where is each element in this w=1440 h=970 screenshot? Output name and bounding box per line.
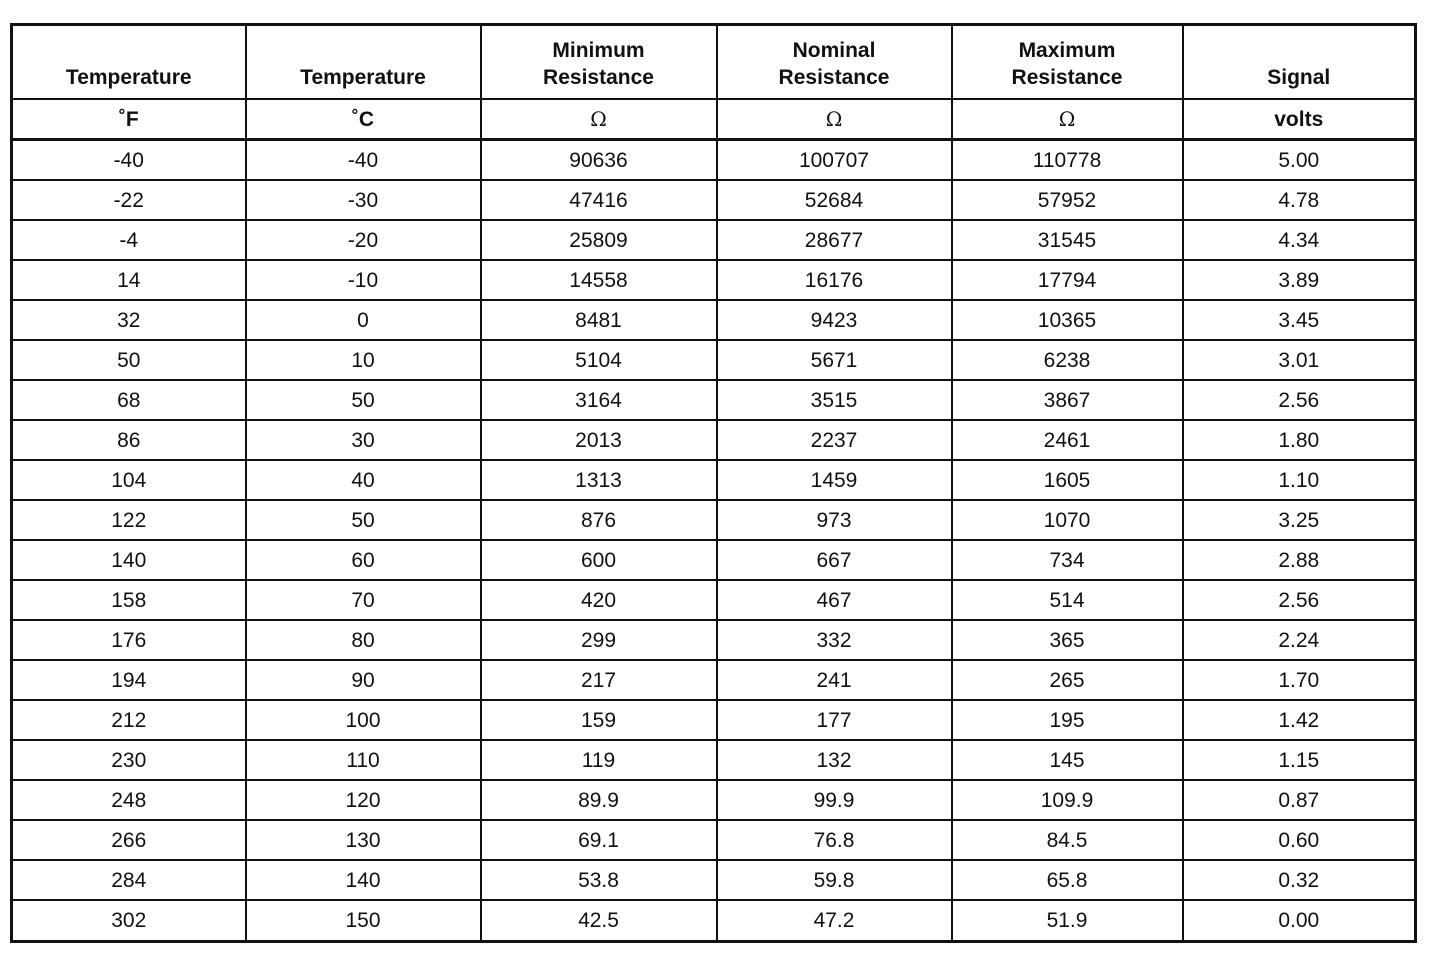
min-resistance-cell: 600 — [481, 540, 717, 580]
header-temperature-f — [12, 25, 246, 100]
resistance-table — [10, 23, 1417, 943]
unit-ohm-minimum: Ω — [481, 99, 717, 140]
max-resistance-cell: 31545 — [952, 220, 1183, 260]
temp-f-cell: -40 — [12, 140, 246, 181]
header-temperature-c — [246, 25, 481, 100]
min-resistance-cell: 299 — [481, 620, 717, 660]
temp-c-cell: 120 — [246, 780, 481, 820]
header-line-1: Nominal — [792, 38, 876, 62]
temp-c-cell: 50 — [246, 500, 481, 540]
unit-ohm-maximum: Ω — [952, 99, 1183, 140]
min-resistance-cell: 47416 — [481, 180, 717, 220]
nominal-resistance-cell: 28677 — [717, 220, 952, 260]
unit-fahrenheit: ˚F — [12, 99, 246, 140]
temp-c-cell: -10 — [246, 260, 481, 300]
temp-f-cell: 14 — [12, 260, 246, 300]
nominal-resistance-cell: 59.8 — [717, 860, 952, 900]
signal-cell: 0.60 — [1183, 820, 1416, 860]
table-row — [12, 500, 1416, 540]
max-resistance-cell: 1605 — [952, 460, 1183, 500]
unit-celsius: ˚C — [246, 99, 481, 140]
temp-c-cell: 70 — [246, 580, 481, 620]
min-resistance-cell: 217 — [481, 660, 717, 700]
temp-f-cell: 194 — [12, 660, 246, 700]
temp-f-cell: 176 — [12, 620, 246, 660]
max-resistance-cell: 110778 — [952, 140, 1183, 181]
temp-f-cell: 212 — [12, 700, 246, 740]
min-resistance-cell: 159 — [481, 700, 717, 740]
nominal-resistance-cell: 16176 — [717, 260, 952, 300]
temp-c-cell: 100 — [246, 700, 481, 740]
signal-cell: 1.42 — [1183, 700, 1416, 740]
temp-c-cell: 110 — [246, 740, 481, 780]
signal-cell: 0.32 — [1183, 860, 1416, 900]
min-resistance-cell: 3164 — [481, 380, 717, 420]
min-resistance-cell: 1313 — [481, 460, 717, 500]
temp-f-cell: 158 — [12, 580, 246, 620]
signal-cell: 0.87 — [1183, 780, 1416, 820]
max-resistance-cell: 6238 — [952, 340, 1183, 380]
max-resistance-cell: 145 — [952, 740, 1183, 780]
signal-cell: 2.88 — [1183, 540, 1416, 580]
table-row — [12, 460, 1416, 500]
signal-cell: 1.10 — [1183, 460, 1416, 500]
nominal-resistance-cell: 9423 — [717, 300, 952, 340]
header-line-2: Resistance — [778, 66, 890, 90]
table-row — [12, 260, 1416, 300]
signal-cell: 4.78 — [1183, 180, 1416, 220]
temp-f-cell: 140 — [12, 540, 246, 580]
nominal-resistance-cell: 1459 — [717, 460, 952, 500]
nominal-resistance-cell: 332 — [717, 620, 952, 660]
nominal-resistance-cell: 2237 — [717, 420, 952, 460]
nominal-resistance-cell: 467 — [717, 580, 952, 620]
header-line-2: Temperature — [300, 66, 426, 90]
table-row — [12, 740, 1416, 780]
units-row — [12, 99, 1416, 140]
table-row — [12, 380, 1416, 420]
table-row — [12, 860, 1416, 900]
temp-f-cell: 50 — [12, 340, 246, 380]
header-maximum-resistance — [952, 25, 1183, 100]
header-line-2: Temperature — [65, 66, 192, 90]
table-row — [12, 420, 1416, 460]
max-resistance-cell: 265 — [952, 660, 1183, 700]
temp-c-cell: 60 — [246, 540, 481, 580]
min-resistance-cell: 876 — [481, 500, 717, 540]
temp-c-cell: 10 — [246, 340, 481, 380]
temp-c-cell: 30 — [246, 420, 481, 460]
temp-c-cell: -30 — [246, 180, 481, 220]
signal-cell: 1.80 — [1183, 420, 1416, 460]
temp-f-cell: 302 — [12, 900, 246, 941]
table-row — [12, 580, 1416, 620]
max-resistance-cell: 17794 — [952, 260, 1183, 300]
min-resistance-cell: 119 — [481, 740, 717, 780]
temp-f-cell: 122 — [12, 500, 246, 540]
min-resistance-cell: 25809 — [481, 220, 717, 260]
max-resistance-cell: 51.9 — [952, 900, 1183, 941]
nominal-resistance-cell: 241 — [717, 660, 952, 700]
min-resistance-cell: 8481 — [481, 300, 717, 340]
signal-cell: 3.89 — [1183, 260, 1416, 300]
table-row — [12, 620, 1416, 660]
max-resistance-cell: 3867 — [952, 380, 1183, 420]
header-line-2: Resistance — [1011, 66, 1123, 90]
nominal-resistance-cell: 3515 — [717, 380, 952, 420]
max-resistance-cell: 514 — [952, 580, 1183, 620]
temp-c-cell: -40 — [246, 140, 481, 181]
signal-cell: 3.01 — [1183, 340, 1416, 380]
min-resistance-cell: 90636 — [481, 140, 717, 181]
header-line-2: Resistance — [543, 66, 654, 90]
min-resistance-cell: 5104 — [481, 340, 717, 380]
temp-f-cell: 248 — [12, 780, 246, 820]
table-row — [12, 660, 1416, 700]
signal-cell: 1.15 — [1183, 740, 1416, 780]
temp-f-cell: 86 — [12, 420, 246, 460]
unit-ohm-nominal: Ω — [717, 99, 952, 140]
min-resistance-cell: 42.5 — [481, 900, 717, 941]
nominal-resistance-cell: 667 — [717, 540, 952, 580]
nominal-resistance-cell: 52684 — [717, 180, 952, 220]
temp-f-cell: 104 — [12, 460, 246, 500]
signal-cell: 1.70 — [1183, 660, 1416, 700]
header-signal — [1183, 25, 1416, 100]
temp-c-cell: 90 — [246, 660, 481, 700]
min-resistance-cell: 89.9 — [481, 780, 717, 820]
temp-f-cell: 284 — [12, 860, 246, 900]
temp-c-cell: 0 — [246, 300, 481, 340]
table-row — [12, 780, 1416, 820]
table-row — [12, 180, 1416, 220]
max-resistance-cell: 84.5 — [952, 820, 1183, 860]
temp-c-cell: -20 — [246, 220, 481, 260]
nominal-resistance-cell: 76.8 — [717, 820, 952, 860]
temp-c-cell: 50 — [246, 380, 481, 420]
table-row — [12, 340, 1416, 380]
temp-c-cell: 150 — [246, 900, 481, 941]
table-row — [12, 540, 1416, 580]
max-resistance-cell: 2461 — [952, 420, 1183, 460]
table-row — [12, 900, 1416, 941]
max-resistance-cell: 734 — [952, 540, 1183, 580]
nominal-resistance-cell: 100707 — [717, 140, 952, 181]
header-minimum-resistance — [481, 25, 717, 100]
signal-cell: 2.56 — [1183, 580, 1416, 620]
temp-c-cell: 140 — [246, 860, 481, 900]
min-resistance-cell: 69.1 — [481, 820, 717, 860]
table-row — [12, 700, 1416, 740]
table-row — [12, 820, 1416, 860]
unit-volts: volts — [1183, 99, 1416, 140]
nominal-resistance-cell: 5671 — [717, 340, 952, 380]
table-row — [12, 300, 1416, 340]
temp-f-cell: 68 — [12, 380, 246, 420]
signal-cell: 5.00 — [1183, 140, 1416, 181]
signal-cell: 3.25 — [1183, 500, 1416, 540]
temp-f-cell: 230 — [12, 740, 246, 780]
temp-f-cell: 32 — [12, 300, 246, 340]
header-nominal-resistance — [717, 25, 952, 100]
nominal-resistance-cell: 132 — [717, 740, 952, 780]
header-line-1: Maximum — [1018, 38, 1116, 62]
max-resistance-cell: 10365 — [952, 300, 1183, 340]
min-resistance-cell: 14558 — [481, 260, 717, 300]
table-row — [12, 140, 1416, 181]
max-resistance-cell: 365 — [952, 620, 1183, 660]
nominal-resistance-cell: 99.9 — [717, 780, 952, 820]
nominal-resistance-cell: 973 — [717, 500, 952, 540]
max-resistance-cell: 109.9 — [952, 780, 1183, 820]
header-line-1: Minimum — [552, 38, 645, 62]
min-resistance-cell: 420 — [481, 580, 717, 620]
max-resistance-cell: 195 — [952, 700, 1183, 740]
min-resistance-cell: 2013 — [481, 420, 717, 460]
signal-cell: 0.00 — [1183, 900, 1416, 941]
signal-cell: 2.24 — [1183, 620, 1416, 660]
max-resistance-cell: 57952 — [952, 180, 1183, 220]
signal-cell: 3.45 — [1183, 300, 1416, 340]
signal-cell: 2.56 — [1183, 380, 1416, 420]
temp-f-cell: 266 — [12, 820, 246, 860]
temp-c-cell: 40 — [246, 460, 481, 500]
header-line-2: Signal — [1267, 66, 1331, 90]
max-resistance-cell: 1070 — [952, 500, 1183, 540]
table-row — [12, 220, 1416, 260]
signal-cell: 4.34 — [1183, 220, 1416, 260]
temp-f-cell: -22 — [12, 180, 246, 220]
temp-c-cell: 130 — [246, 820, 481, 860]
header-row — [12, 25, 1416, 100]
nominal-resistance-cell: 177 — [717, 700, 952, 740]
nominal-resistance-cell: 47.2 — [717, 900, 952, 941]
min-resistance-cell: 53.8 — [481, 860, 717, 900]
max-resistance-cell: 65.8 — [952, 860, 1183, 900]
temp-c-cell: 80 — [246, 620, 481, 660]
table-body — [12, 140, 1416, 942]
temp-f-cell: -4 — [12, 220, 246, 260]
